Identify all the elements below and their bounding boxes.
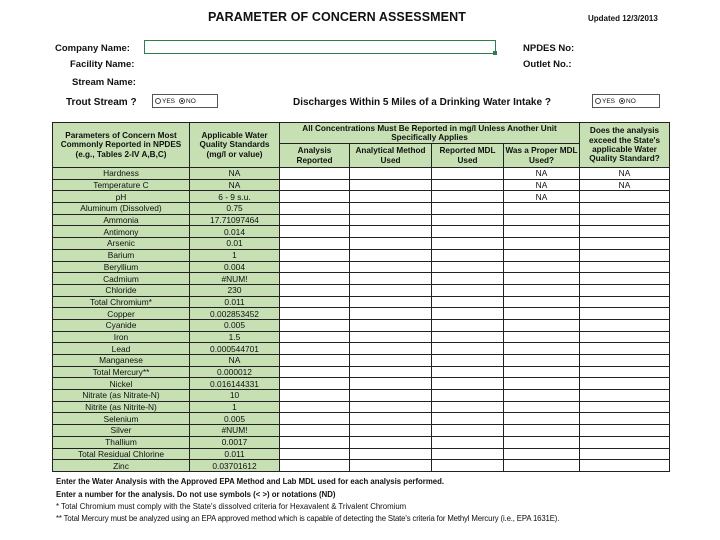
analysis-cell[interactable]	[280, 238, 350, 250]
proper-mdl-cell	[504, 226, 580, 238]
mdl-cell[interactable]	[432, 413, 504, 425]
exceed-cell	[580, 436, 670, 448]
param-cell: Ammonia	[53, 214, 190, 226]
analysis-cell[interactable]	[280, 331, 350, 343]
standard-cell: 1	[190, 401, 280, 413]
drinking-water-label: Discharges Within 5 Miles of a Drinking Water Intake ?	[293, 97, 551, 108]
table-row	[53, 460, 670, 472]
method-cell[interactable]	[350, 331, 432, 343]
analysis-cell[interactable]	[280, 296, 350, 308]
mdl-cell[interactable]	[432, 343, 504, 355]
method-cell[interactable]	[350, 425, 432, 437]
header-exceed: Does the analysis exceed the State's applicable Water Quality Standard?	[580, 123, 670, 168]
standard-cell: 0.0017	[190, 436, 280, 448]
header-parameters: Parameters of Concern Most Commonly Reported in NPDES (e.g., Tables 2-IV A,B,C)	[53, 123, 190, 168]
proper-mdl-cell: NA	[504, 179, 580, 191]
exceed-cell	[580, 331, 670, 343]
mdl-cell[interactable]	[432, 331, 504, 343]
param-cell: Barium	[53, 249, 190, 261]
param-cell: Hardness	[53, 168, 190, 180]
mdl-cell[interactable]	[432, 179, 504, 191]
footer-note-2: Enter a number for the analysis. Do not use symbols (< >) or notations (ND)	[56, 490, 336, 499]
mdl-cell[interactable]	[432, 238, 504, 250]
trout-stream-label: Trout Stream ?	[66, 97, 137, 108]
method-cell[interactable]	[350, 191, 432, 203]
method-cell[interactable]	[350, 378, 432, 390]
npdes-label: NPDES No:	[523, 43, 575, 54]
mdl-cell[interactable]	[432, 401, 504, 413]
proper-mdl-cell	[504, 249, 580, 261]
exceed-cell	[580, 425, 670, 437]
page-title: PARAMETER OF CONCERN ASSESSMENT	[208, 10, 466, 24]
analysis-cell[interactable]	[280, 249, 350, 261]
analysis-cell[interactable]	[280, 355, 350, 367]
radio-selected-icon	[619, 98, 625, 104]
standard-cell: 0.03701612	[190, 460, 280, 472]
proper-mdl-cell	[504, 319, 580, 331]
standard-cell: NA	[190, 179, 280, 191]
proper-mdl-cell	[504, 273, 580, 285]
mdl-cell[interactable]	[432, 308, 504, 320]
param-cell: Chloride	[53, 284, 190, 296]
drinking-water-radio-group	[592, 94, 660, 108]
standard-cell: 10	[190, 390, 280, 402]
param-cell: pH	[53, 191, 190, 203]
exceed-cell	[580, 355, 670, 367]
exceed-cell	[580, 366, 670, 378]
table-row	[53, 238, 670, 250]
mdl-cell[interactable]	[432, 296, 504, 308]
exceed-cell	[580, 203, 670, 215]
table-row	[53, 214, 670, 226]
standard-cell: 0.016144331	[190, 378, 280, 390]
standard-cell: 230	[190, 284, 280, 296]
table-row	[53, 413, 670, 425]
analysis-cell[interactable]	[280, 425, 350, 437]
standard-cell: 0.000012	[190, 366, 280, 378]
exceed-cell	[580, 226, 670, 238]
mdl-cell[interactable]	[432, 378, 504, 390]
radio-icon	[155, 98, 161, 104]
analysis-cell[interactable]	[280, 273, 350, 285]
table-row	[53, 261, 670, 273]
analysis-cell[interactable]	[280, 261, 350, 273]
exceed-cell	[580, 308, 670, 320]
method-cell[interactable]	[350, 308, 432, 320]
proper-mdl-cell	[504, 308, 580, 320]
standard-cell: 1	[190, 249, 280, 261]
proper-mdl-cell	[504, 261, 580, 273]
table-row	[53, 308, 670, 320]
table-row	[53, 168, 670, 180]
proper-mdl-cell	[504, 203, 580, 215]
param-cell: Nitrite (as Nitrite-N)	[53, 401, 190, 413]
standard-cell: 0.005	[190, 319, 280, 331]
mdl-cell[interactable]	[432, 319, 504, 331]
radio-icon	[595, 98, 601, 104]
standard-cell: #NUM!	[190, 425, 280, 437]
proper-mdl-cell	[504, 366, 580, 378]
method-cell[interactable]	[350, 413, 432, 425]
table-row	[53, 249, 670, 261]
exceed-cell	[580, 238, 670, 250]
method-cell[interactable]	[350, 214, 432, 226]
method-cell[interactable]	[350, 238, 432, 250]
table-row	[53, 191, 670, 203]
standard-cell: 6 - 9 s.u.	[190, 191, 280, 203]
mdl-cell[interactable]	[432, 355, 504, 367]
standard-cell: 0.005	[190, 413, 280, 425]
param-cell: Total Mercury**	[53, 366, 190, 378]
proper-mdl-cell	[504, 284, 580, 296]
mdl-cell[interactable]	[432, 203, 504, 215]
standard-cell: NA	[190, 355, 280, 367]
stream-name-label: Stream Name:	[72, 77, 136, 88]
analysis-cell[interactable]	[280, 436, 350, 448]
proper-mdl-cell	[504, 238, 580, 250]
param-cell: Aluminum (Dissolved)	[53, 203, 190, 215]
method-cell[interactable]	[350, 226, 432, 238]
standard-cell: NA	[190, 168, 280, 180]
param-cell: Antimony	[53, 226, 190, 238]
param-cell: Iron	[53, 331, 190, 343]
drink-yes-option[interactable]: YES	[595, 98, 615, 105]
table-row	[53, 390, 670, 402]
analysis-cell[interactable]	[280, 343, 350, 355]
fill-handle[interactable]	[493, 51, 497, 55]
method-cell[interactable]	[350, 448, 432, 460]
method-cell[interactable]	[350, 319, 432, 331]
method-cell[interactable]	[350, 203, 432, 215]
header-standards: Applicable Water Quality Standards (mg/l or value)	[190, 123, 280, 168]
proper-mdl-cell	[504, 460, 580, 472]
table-row	[53, 366, 670, 378]
analysis-cell[interactable]	[280, 378, 350, 390]
table-row	[53, 343, 670, 355]
table-row	[53, 319, 670, 331]
mdl-cell[interactable]	[432, 366, 504, 378]
table-row	[53, 355, 670, 367]
method-cell[interactable]	[350, 355, 432, 367]
param-cell: Copper	[53, 308, 190, 320]
method-cell[interactable]	[350, 401, 432, 413]
standard-cell: 1.5	[190, 331, 280, 343]
analysis-cell[interactable]	[280, 308, 350, 320]
facility-name-label: Facility Name:	[70, 59, 135, 70]
standard-cell: 0.000544701	[190, 343, 280, 355]
param-cell: Total Residual Chlorine	[53, 448, 190, 460]
standard-cell: 0.011	[190, 296, 280, 308]
outlet-label: Outlet No.:	[523, 59, 572, 70]
method-cell[interactable]	[350, 436, 432, 448]
standard-cell: 0.004	[190, 261, 280, 273]
param-cell: Cadmium	[53, 273, 190, 285]
proper-mdl-cell	[504, 378, 580, 390]
standard-cell: 17.71097464	[190, 214, 280, 226]
analysis-cell[interactable]	[280, 179, 350, 191]
header-group: All Concentrations Must Be Reported in mg/l Unless Another Unit Specifically Applies	[280, 123, 580, 144]
mdl-cell[interactable]	[432, 214, 504, 226]
param-cell: Selenium	[53, 413, 190, 425]
exceed-cell	[580, 296, 670, 308]
standard-cell: 0.011	[190, 448, 280, 460]
analysis-cell[interactable]	[280, 284, 350, 296]
standard-cell: 0.01	[190, 238, 280, 250]
analysis-cell[interactable]	[280, 319, 350, 331]
footer-note-3: * Total Chromium must comply with the State's dissolved criteria for Hexavalent & Trivalent Chromium	[56, 502, 407, 511]
standard-cell: 0.75	[190, 203, 280, 215]
method-cell[interactable]	[350, 366, 432, 378]
exceed-cell	[580, 261, 670, 273]
table-row	[53, 436, 670, 448]
proper-mdl-cell	[504, 413, 580, 425]
method-cell[interactable]	[350, 284, 432, 296]
param-cell: Thallium	[53, 436, 190, 448]
mdl-cell[interactable]	[432, 425, 504, 437]
param-cell: Arsenic	[53, 238, 190, 250]
exceed-cell	[580, 191, 670, 203]
method-cell[interactable]	[350, 390, 432, 402]
param-cell: Silver	[53, 425, 190, 437]
method-cell[interactable]	[350, 296, 432, 308]
exceed-cell	[580, 460, 670, 472]
footer-note-4: ** Total Mercury must be analyzed using an EPA approved method which is capable of detecting the State's criteria for Methyl Mercury (i.e., EPA 1631E).	[56, 514, 560, 523]
updated-date: Updated 12/3/2013	[588, 14, 658, 23]
proper-mdl-cell	[504, 355, 580, 367]
method-cell[interactable]	[350, 168, 432, 180]
standard-cell: 0.002853452	[190, 308, 280, 320]
exceed-cell	[580, 343, 670, 355]
mdl-cell[interactable]	[432, 460, 504, 472]
proper-mdl-cell: NA	[504, 191, 580, 203]
method-cell[interactable]	[350, 261, 432, 273]
analysis-cell[interactable]	[280, 168, 350, 180]
trout-no-option[interactable]: NO	[179, 98, 196, 105]
exceed-cell	[580, 401, 670, 413]
exceed-cell: NA	[580, 168, 670, 180]
mdl-cell[interactable]	[432, 168, 504, 180]
standard-cell: 0.014	[190, 226, 280, 238]
param-cell: Total Chromium*	[53, 296, 190, 308]
param-cell: Beryllium	[53, 261, 190, 273]
analysis-cell[interactable]	[280, 460, 350, 472]
proper-mdl-cell	[504, 214, 580, 226]
param-cell: Manganese	[53, 355, 190, 367]
proper-mdl-cell	[504, 448, 580, 460]
analysis-cell[interactable]	[280, 401, 350, 413]
exceed-cell	[580, 448, 670, 460]
standard-cell: #NUM!	[190, 273, 280, 285]
analysis-cell[interactable]	[280, 366, 350, 378]
exceed-cell	[580, 390, 670, 402]
exceed-cell: NA	[580, 179, 670, 191]
analysis-cell[interactable]	[280, 203, 350, 215]
mdl-cell[interactable]	[432, 226, 504, 238]
exceed-cell	[580, 284, 670, 296]
parameters-table	[52, 122, 670, 472]
trout-yes-option[interactable]: YES	[155, 98, 175, 105]
param-cell: Nitrate (as Nitrate-N)	[53, 390, 190, 402]
proper-mdl-cell	[504, 436, 580, 448]
param-cell: Lead	[53, 343, 190, 355]
exceed-cell	[580, 319, 670, 331]
param-cell: Zinc	[53, 460, 190, 472]
exceed-cell	[580, 413, 670, 425]
proper-mdl-cell	[504, 390, 580, 402]
table-row	[53, 296, 670, 308]
proper-mdl-cell	[504, 343, 580, 355]
proper-mdl-cell	[504, 425, 580, 437]
method-cell[interactable]	[350, 179, 432, 191]
table-row	[53, 179, 670, 191]
exceed-cell	[580, 249, 670, 261]
company-name-label: Company Name:	[55, 43, 130, 54]
table-row	[53, 273, 670, 285]
header-proper: Was a Proper MDL Used?	[504, 144, 580, 168]
mdl-cell[interactable]	[432, 448, 504, 460]
trout-stream-radio-group	[152, 94, 218, 108]
table-row	[53, 226, 670, 238]
analysis-cell[interactable]	[280, 191, 350, 203]
table-row	[53, 331, 670, 343]
proper-mdl-cell	[504, 296, 580, 308]
mdl-cell[interactable]	[432, 284, 504, 296]
mdl-cell[interactable]	[432, 273, 504, 285]
mdl-cell[interactable]	[432, 261, 504, 273]
mdl-cell[interactable]	[432, 436, 504, 448]
table-row	[53, 425, 670, 437]
mdl-cell[interactable]	[432, 191, 504, 203]
param-cell: Temperature C	[53, 179, 190, 191]
analysis-cell[interactable]	[280, 226, 350, 238]
table-row	[53, 378, 670, 390]
method-cell[interactable]	[350, 249, 432, 261]
analysis-cell[interactable]	[280, 448, 350, 460]
footer-note-1: Enter the Water Analysis with the Approved EPA Method and Lab MDL used for each analysis performed.	[56, 477, 445, 486]
proper-mdl-cell	[504, 331, 580, 343]
exceed-cell	[580, 214, 670, 226]
mdl-cell[interactable]	[432, 390, 504, 402]
header-method: Analytical Method Used	[350, 144, 432, 168]
proper-mdl-cell: NA	[504, 168, 580, 180]
analysis-cell[interactable]	[280, 390, 350, 402]
mdl-cell[interactable]	[432, 249, 504, 261]
exceed-cell	[580, 378, 670, 390]
company-name-input[interactable]	[144, 40, 496, 54]
method-cell[interactable]	[350, 343, 432, 355]
drink-no-option[interactable]: NO	[619, 98, 636, 105]
table-row	[53, 448, 670, 460]
method-cell[interactable]	[350, 273, 432, 285]
param-cell: Cyanide	[53, 319, 190, 331]
analysis-cell[interactable]	[280, 214, 350, 226]
table-row	[53, 401, 670, 413]
header-mdl: Reported MDL Used	[432, 144, 504, 168]
exceed-cell	[580, 273, 670, 285]
table-row	[53, 203, 670, 215]
analysis-cell[interactable]	[280, 413, 350, 425]
method-cell[interactable]	[350, 460, 432, 472]
table-row	[53, 284, 670, 296]
proper-mdl-cell	[504, 401, 580, 413]
header-analysis: Analysis Reported	[280, 144, 350, 168]
radio-selected-icon	[179, 98, 185, 104]
param-cell: Nickel	[53, 378, 190, 390]
